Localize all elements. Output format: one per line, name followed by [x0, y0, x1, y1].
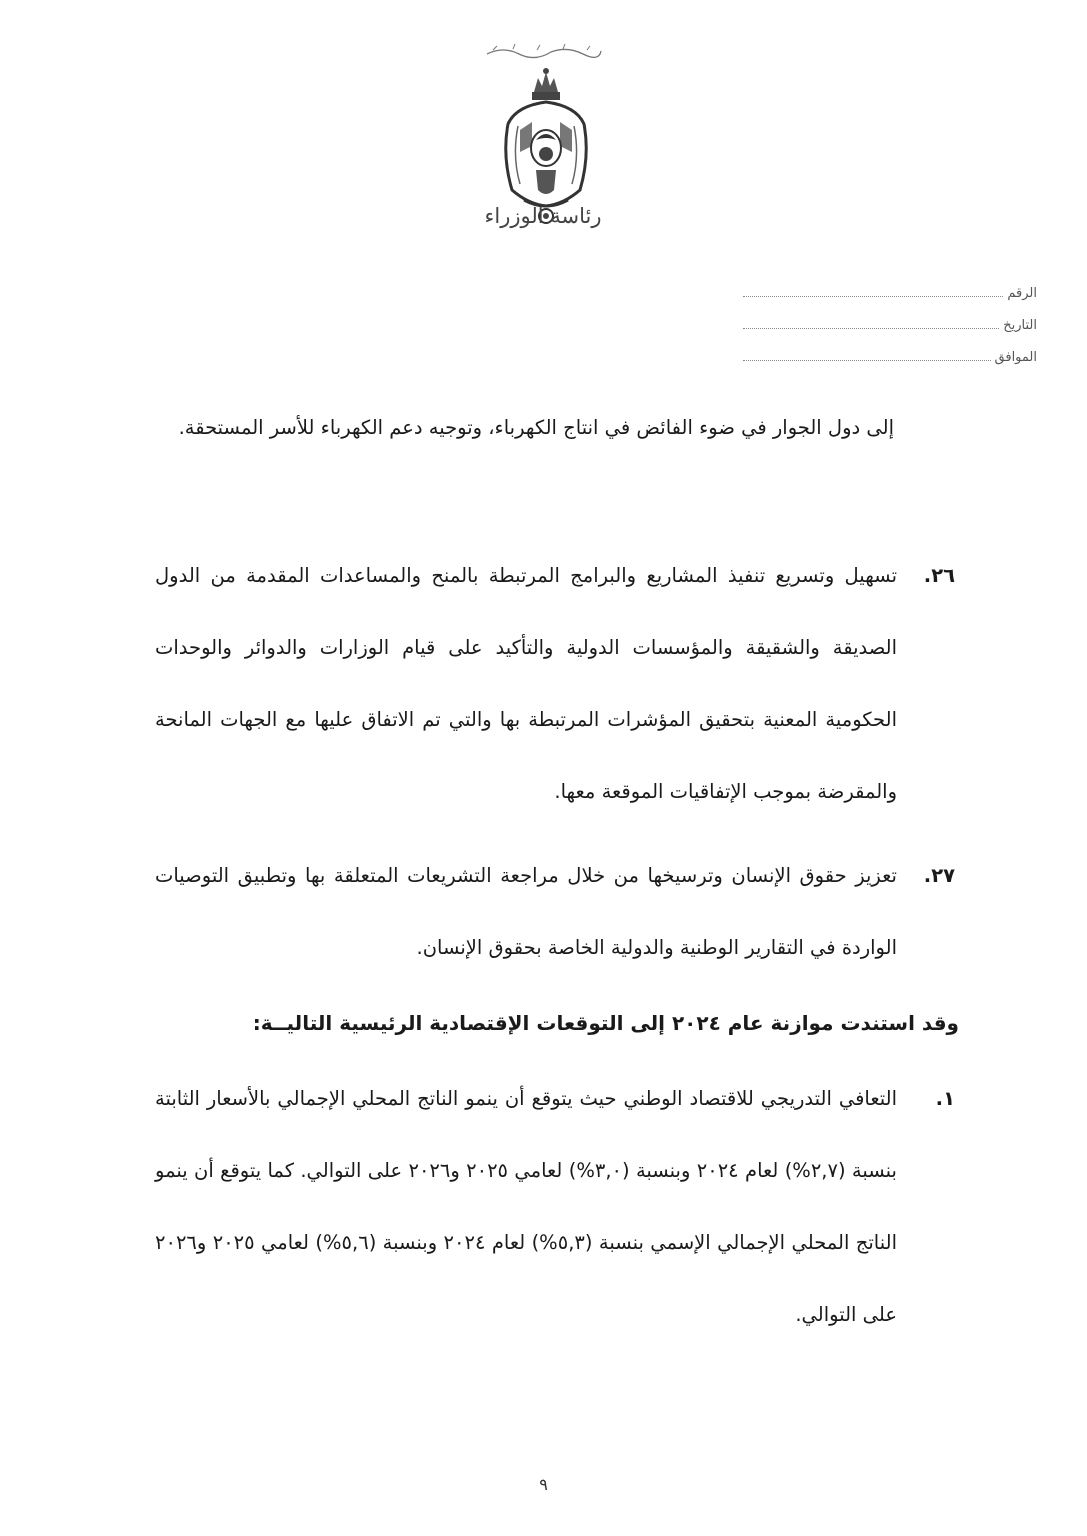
corresponding-date-label: الموافق: [994, 350, 1037, 365]
page-number: ٩: [539, 1475, 548, 1494]
list-item-text: التعافي التدريجي للاقتصاد الوطني حيث يتوقع أن ينمو الناتج المحلي الإجمالي بالأسعار الثابتة بنسبة (٢,٧%) لعام ٢٠٢٤ وبنسبة (٣,٠%) لعامي ٢٠٢٥ و٢٠٢٦ على التوالي. كما يتوقع أن ينمو الناتج المحلي الإجمالي الإسمي بنسبة (٥,٣%) لعام ٢٠٢٤ وبنسبة (٥,٦%) لعامي ٢٠٢٥ و٢٠٢٦ على التوالي.: [155, 1087, 897, 1326]
date-label: التاريخ: [1003, 318, 1037, 333]
jordan-coat-of-arms-icon: [498, 66, 594, 226]
reference-fields: [737, 286, 1037, 382]
list-item-number: ٢٧.: [923, 864, 955, 887]
reference-number-dotted-line: [743, 286, 1003, 297]
reference-number-label: الرقم: [1007, 286, 1037, 301]
date-dotted-line: [743, 318, 999, 329]
list-item-26: [155, 540, 955, 828]
section-heading: وقد استندت موازنة عام ٢٠٢٤ إلى التوقعات الإقتصادية الرئيسية التاليــة:: [252, 1011, 959, 1035]
list-item-text: تسهيل وتسريع تنفيذ المشاريع والبرامج المرتبطة بالمنح والمساعدات المقدمة من الدول الصديقة والشقيقة والمؤسسات الدولية والتأكيد على قيام الوزارات والدوائر والوحدات الحكومية المعنية بتحقيق المؤشرات المرتبطة بها والتي تم الاتفاق عليها مع الجهات المانحة والمقرضة بموجب الإتفاقيات الموقعة معها.: [155, 564, 897, 803]
list-item-number: ١.: [935, 1087, 955, 1110]
continuation-paragraph: إلى دول الجوار في ضوء الفائض في انتاج الكهرباء، وتوجيه دعم الكهرباء للأسر المستحقة.: [178, 416, 894, 439]
basmala-calligraphy: [483, 42, 603, 60]
corresponding-date-field: [737, 350, 1037, 382]
date-field: [737, 318, 1037, 350]
corresponding-date-dotted-line: [743, 350, 991, 361]
letterhead: [443, 38, 643, 243]
reference-number-field: [737, 286, 1037, 318]
expectation-item-1: [155, 1063, 955, 1351]
office-name: رئاسة الوزراء: [484, 204, 602, 228]
list-item-text: تعزيز حقوق الإنسان وترسيخها من خلال مراجعة التشريعات المتعلقة بها وتطبيق التوصيات الواردة في التقارير الوطنية والدولية الخاصة بحقوق الإنسان.: [155, 864, 897, 959]
list-item-number: ٢٦.: [923, 564, 955, 587]
list-item-27: [155, 840, 955, 984]
